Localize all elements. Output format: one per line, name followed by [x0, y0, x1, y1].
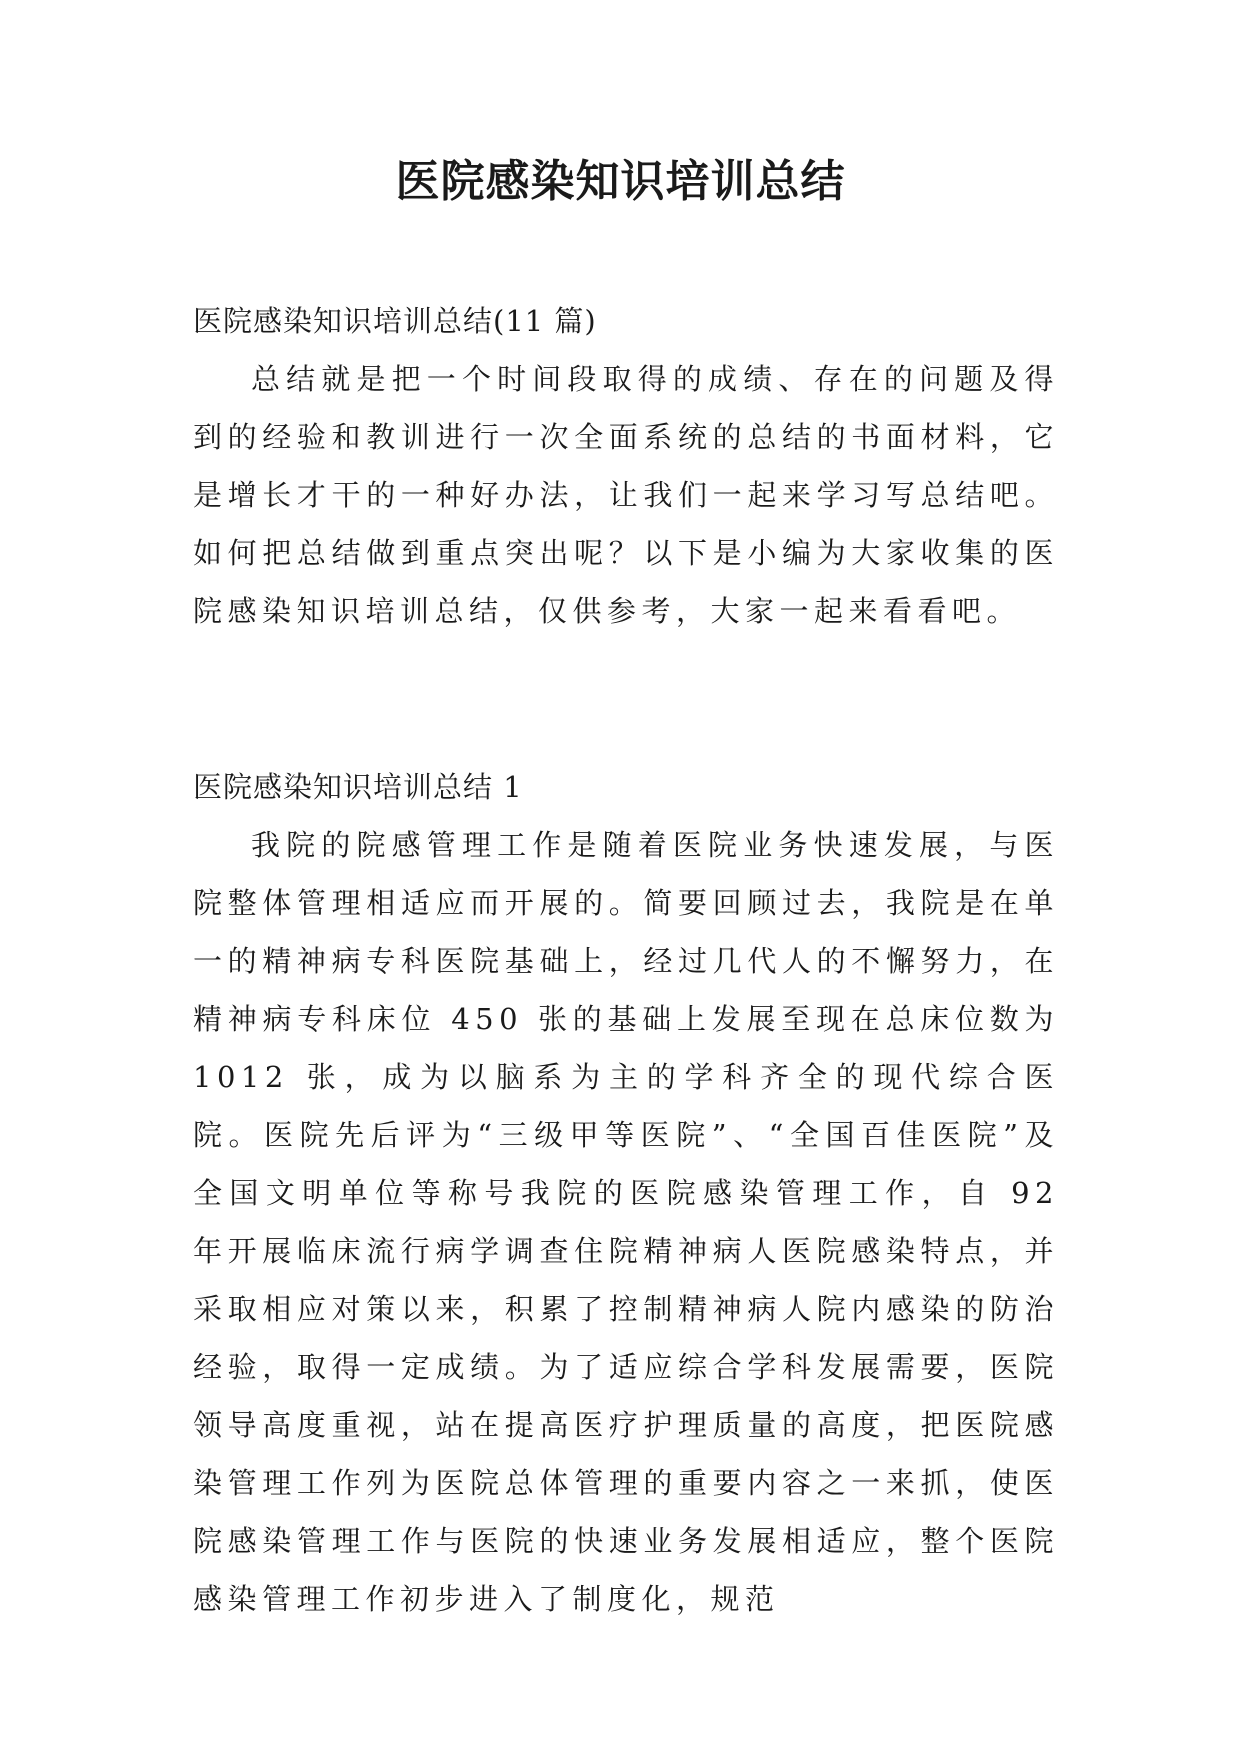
document-subtitle: 医院感染知识培训总结(11 篇): [193, 304, 597, 338]
section-paragraph: 我院的院感管理工作是随着医院业务快速发展，与医院整体管理相适应而开展的。简要回顾过去，我院是在单一的精神病专科医院基础上，经过几代人的不懈努力，在精神病专科床位 450 张的基础上发展至现在总床位数为 1012 张，成为以脑系为主的学科齐全的现代综合医院。医院先后评为“三级甲等医院”、“全国百佳医院”及全国文明单位等称号我院的医院感染管理工作，自 92 年开展临床流行病学调查住院精神病人医院感染特点，并采取相应对策以来，积累了控制精神病人院内感染的防治经验，取得一定成绩。为了适应综合学科发展需要，医院领导高度重视，站在提高医疗护理质量的高度，把医院感染管理工作列为医院总体管理的重要内容之一来抓，使医院感染管理工作与医院的快速业务发展相适应，整个医院感染管理工作初步进入了制度化，规范: [193, 828, 1059, 1616]
section-spacer: [193, 640, 1059, 758]
document-body: [193, 292, 1059, 1628]
document-title: 医院感染知识培训总结: [395, 156, 846, 207]
intro-paragraph: 总结就是把一个时间段取得的成绩、存在的问题及得到的经验和教训进行一次全面系统的总结的书面材料，它是增长才干的一种好办法，让我们一起来学习写总结吧。如何把总结做到重点突出呢？以下是小编为大家收集的医院感染知识培训总结，仅供参考，大家一起来看看吧。: [193, 362, 1059, 628]
section-heading: 医院感染知识培训总结 1: [193, 770, 523, 804]
